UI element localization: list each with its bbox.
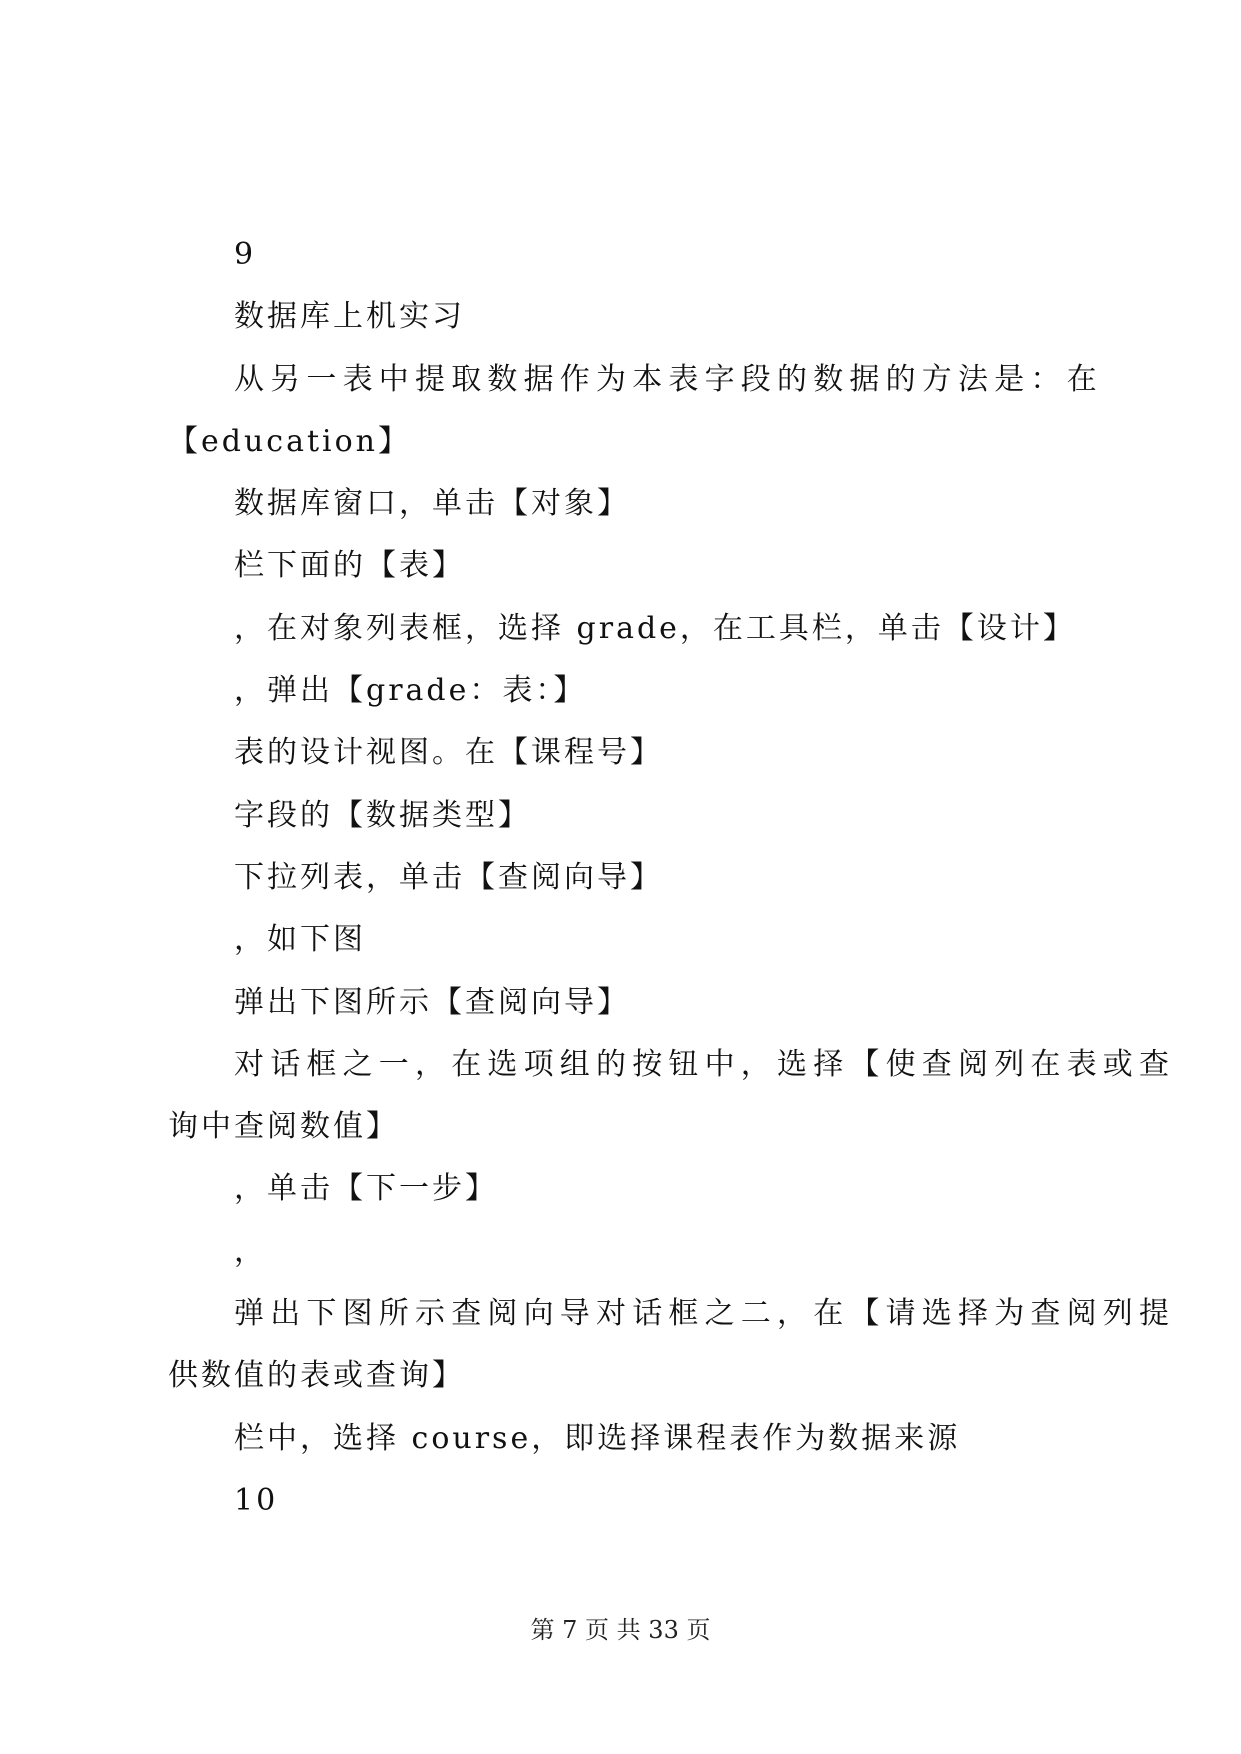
paragraph-line: 栏下面的【表】 <box>234 548 465 584</box>
page-number-marker: 10 <box>234 1482 279 1518</box>
paragraph-line: 数据库窗口，单击【对象】 <box>234 486 630 522</box>
document-body <box>168 224 1176 1532</box>
paragraph-line: 表的设计视图。在【课程号】 <box>234 735 663 771</box>
paragraph-line: 弹出下图所示查阅向导对话框之二，在【请选择为查阅列提 <box>234 1296 1176 1332</box>
paragraph-line: 【education】 <box>168 423 411 459</box>
paragraph-line: ，如下图 <box>234 922 366 958</box>
paragraph-line: 字段的【数据类型】 <box>234 797 531 833</box>
paragraph-line: ，单击【下一步】 <box>234 1171 498 1207</box>
page-footer: 第 7 页 共 33 页 <box>530 1616 711 1644</box>
paragraph-line: 供数值的表或查询】 <box>168 1358 465 1394</box>
paragraph-line: ，在对象列表框，选择 grade，在工具栏，单击【设计】 <box>234 610 1076 646</box>
paragraph-line: ，弹出【grade：表：】 <box>234 673 587 709</box>
paragraph-line: 对话框之一，在选项组的按钮中，选择【使查阅列在表或查 <box>234 1046 1176 1082</box>
section-title: 数据库上机实习 <box>234 299 465 335</box>
paragraph-line: 栏中，选择 course，即选择课程表作为数据来源 <box>234 1420 961 1456</box>
paragraph-line: 下拉列表，单击【查阅向导】 <box>234 859 663 895</box>
paragraph-line: ， <box>234 1233 267 1269</box>
page-number-marker: 9 <box>234 237 257 272</box>
paragraph-line: 从另一表中提取数据作为本表字段的数据的方法是：在 <box>234 361 1103 397</box>
paragraph-line: 弹出下图所示【查阅向导】 <box>234 984 630 1020</box>
paragraph-line: 询中查阅数值】 <box>168 1109 399 1145</box>
